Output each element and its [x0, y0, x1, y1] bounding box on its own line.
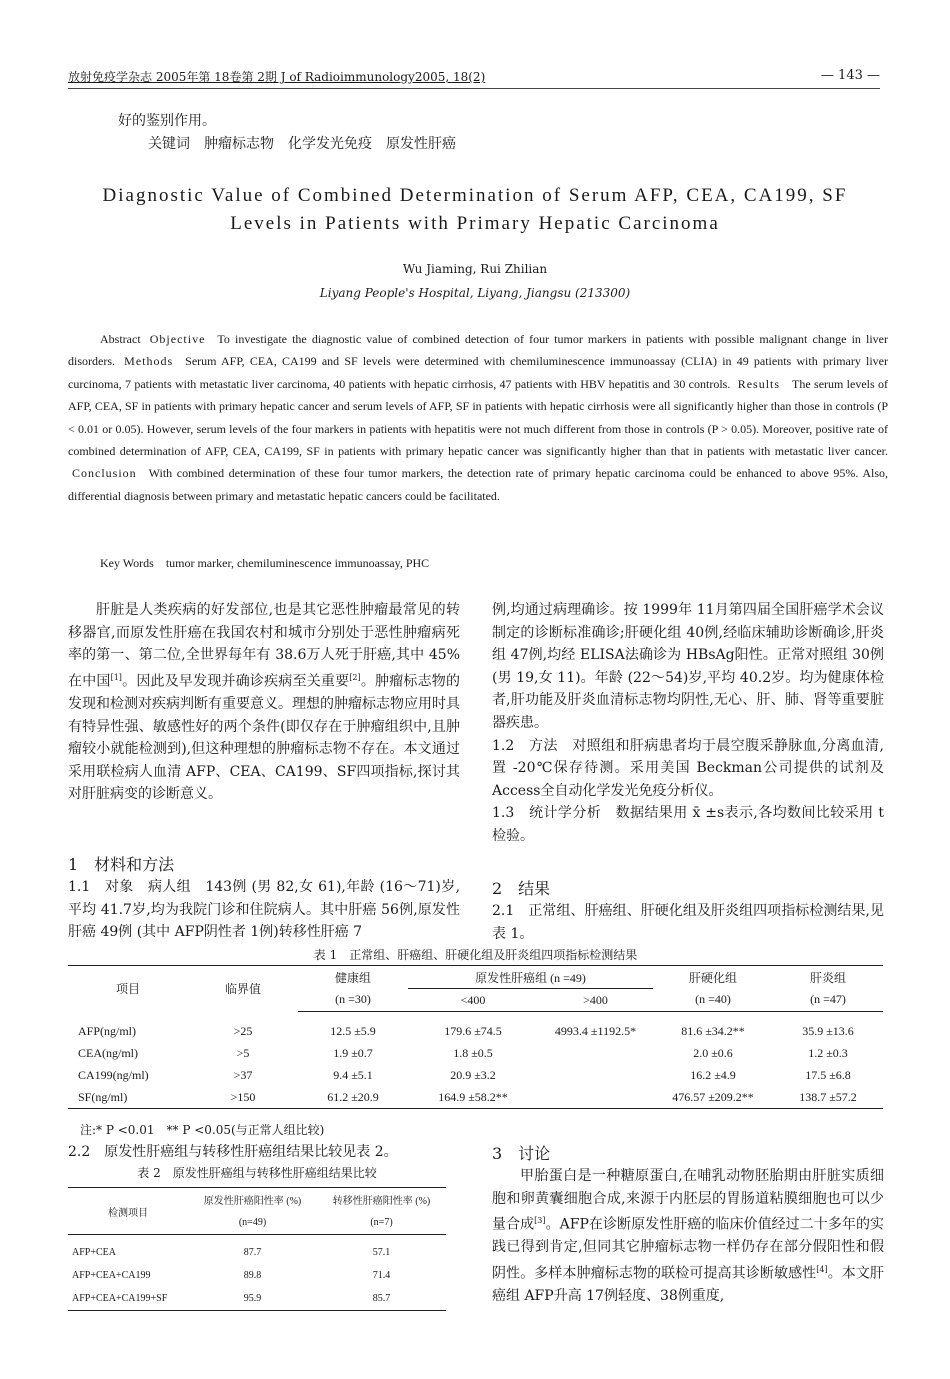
methods-text: Serum AFP, CEA, CA199 and SF levels were determined with chemiluminescence immunoassay (CLIA) in 49 patients with primary liver curcinoma, 7 patients with metastatic liver carcinoma, 40 patients with hepatic cirrhosis, 47 patients with HBV hepatitis and 30 controls.: [68, 354, 889, 391]
t2-header-item: 检测项目: [68, 1188, 188, 1235]
t1-header-cirrhosis: 肝硬化组: [653, 966, 773, 989]
t1-header-cutoff: 临界值: [188, 966, 298, 1012]
results-text: The serum levels of AFP, CEA, SF in patients with primary hepatic cancer and serum levels of AFP, SF in patients with hepatic cirrhosis were all significantly higher than those in controls (P < 0.01 or 0.05). However, serum levels of the four markers in patients with hepatitis were not much different from those in controls (P > 0.05). Moreover, positive rate of combined determination of AFP, CEA, CA199, SF in patients with primary hepatic cancer was significantly higher than that in patients with metastatic liver cancer.: [68, 376, 889, 459]
objective-label: Objective: [149, 332, 206, 346]
t1-header-item: 项目: [68, 966, 188, 1012]
ref-3: [3]: [534, 1216, 546, 1226]
table-2: [68, 1187, 446, 1311]
table-row: AFP+CEA 87.7 57.1: [72, 1247, 391, 1258]
table-row: AFP+CEA+CA199 89.8 71.4: [72, 1270, 391, 1281]
header-rule: [68, 88, 880, 89]
s21-label: 2.1: [492, 903, 515, 919]
english-title: [60, 182, 890, 238]
table-row: SF(ng/ml) >150 61.2 ±20.9 164.9 ±58.2** 476.57 ±209.2** 138.7 ±57.2: [68, 1086, 883, 1109]
t1-header-lt400: <400: [408, 989, 538, 1012]
t2-header-metastatic-n: (n=7): [317, 1211, 446, 1235]
s13-label: 1.3 统计学分析: [492, 805, 602, 822]
ref-1: [1]: [110, 672, 122, 682]
table-row: AFP(ng/ml) >25 12.5 ±5.9 179.6 ±74.5 4993.4 ±1192.5* 81.6 ±34.2** 35.9 ±13.6: [78, 1023, 854, 1038]
s11-continuation: 例,均通过病理确诊。按 1999年 11月第四届全国肝癌学术会议制定的诊断标准确诊;肝硬化组 40例,经临床辅助诊断确诊,肝炎组 47例,均经 ELISA法确诊为 HBsAg阳性。正常对照组 30例 (男 19,女 11)。年龄 (22～54)岁,平均 40.2岁。均为健康体检者,肝功能及肝炎血清标志物均阴性,无心、肝、肺、肾等重要脏器疾患。: [492, 602, 884, 731]
s13-text: 数据结果用 x̄ ±s表示,各均数间比较采用 t检验。: [492, 805, 885, 844]
affiliation: Liyang People's Hospital, Liyang, Jiangsu (213300): [319, 286, 631, 300]
section-3-heading: 3 讨论: [492, 1144, 551, 1163]
objective-text: To investigate the diagnostic value of combined detection of four tumor markers in patients with possible malignant change in liver disorders.: [68, 332, 888, 369]
cn-keywords-label: 关键词: [148, 136, 190, 152]
english-keywords: [100, 556, 429, 571]
t1-header-healthy-n: (n =30): [298, 989, 408, 1012]
intro-paragraph: 肝脏是人类疾病的好发部位,也是其它恶性肿瘤最常见的转移器官,而原发性肝癌在我国农村和城市分别处于恶性肿瘤病死率的第一、第二位,全世界每年有 38.6万人死于肝癌,其中 45%在中国[1]。因此及早发现并确诊疾病至关重要[2]。肿瘤标志物的发现和检测对疾病判断有重要意义。理想的肿瘤标志物应用时具有特异性强、敏感性好的两个条件(即仅存在于肿瘤组织中,且肿瘤较小就能检测到),但这种理想的肿瘤标志物不存在。本文通过采用联检病人血清 AFP、CEA、CA199、SF四项指标,探讨其对肝脏病变的诊断意义。: [68, 602, 461, 803]
table1-caption: 表 1 正常组、肝癌组、肝硬化组及肝炎组四项指标检测结果: [313, 948, 638, 962]
s22-label: 2.2: [68, 1144, 91, 1160]
page-number: — 143 —: [820, 68, 880, 83]
s12-text: 对照组和肝病患者均于晨空腹采静脉血,分离血清,置 -20℃保存待测。采用美国 Beckman公司提供的试剂及 Access全自动化学发光免疫分析仪。: [492, 737, 885, 799]
table2-caption: 表 2 原发性肝癌组与转移性肝癌组结果比较: [137, 1166, 377, 1180]
english-keywords-text: tumor marker, chemiluminescence immunoassay, PHC: [165, 556, 430, 570]
table-row: AFP+CEA+CA199+SF 95.9 85.7: [68, 1287, 446, 1311]
t1-header-primary: 原发性肝癌组 (n =49): [408, 966, 653, 989]
right-column-methods: [492, 599, 884, 848]
t1-header-hepatitis: 肝炎组: [773, 966, 883, 989]
english-keywords-label: Key Words: [100, 556, 154, 570]
english-abstract: [68, 328, 888, 507]
t1-header-cirrhosis-n: (n =40): [653, 989, 773, 1012]
s12-label: 1.2 方法: [492, 737, 558, 754]
english-title-line1: Diagnostic Value of Combined Determination of Serum AFP, CEA, CA199, SF: [102, 185, 848, 206]
cn-abstract-continuation: 好的鉴别作用。: [118, 113, 216, 129]
s11-label: 1.1 对象: [68, 879, 134, 895]
t1-header-healthy: 健康组: [298, 966, 408, 989]
cn-keywords-text: 肿瘤标志物 化学发光免疫 原发性肝癌: [204, 136, 456, 152]
cn-keywords: [148, 133, 456, 156]
table-1: [68, 965, 883, 1109]
methods-label: Methods: [124, 354, 174, 369]
abstract-label: Abstract: [100, 332, 141, 346]
subsection-2-1: [492, 900, 884, 945]
table-row: CEA(ng/ml) >5 1.9 ±0.7 1.8 ±0.5 2.0 ±0.6 1.2 ±0.3: [78, 1045, 848, 1060]
t1-header-gt400: >400: [538, 989, 653, 1012]
t1-header-hepatitis-n: (n =47): [773, 989, 883, 1012]
ref-4: [4]: [816, 1265, 828, 1275]
discussion: [492, 1165, 884, 1308]
s22-text: 原发性肝癌组与转移性肝癌组结果比较见表 2。: [104, 1144, 398, 1160]
authors: Wu Jiaming, Rui Zhilian: [402, 262, 548, 276]
results-label: Results: [737, 376, 781, 391]
table-row: CA199(ng/ml) >37 9.4 ±5.1 20.9 ±3.2 16.2 ±4.9 17.5 ±6.8: [78, 1067, 851, 1082]
subsection-2-2: [68, 1141, 460, 1164]
subsection-1-1: [68, 876, 460, 944]
english-title-line2: Levels in Patients with Primary Hepatic Carcinoma: [230, 213, 720, 234]
t2-header-metastatic: 转移性肝癌阳性率 (%): [317, 1188, 446, 1212]
s11-text: 病人组 143例 (男 82,女 61),年龄 (16～71)岁,平均 41.7岁,均为我院门诊和住院病人。其中肝癌 56例,原发性肝癌 49例 (其中 AFP阴性者 1例)转移性肝癌 7: [68, 879, 461, 941]
conclusion-text: With combined determination of these four tumor markers, the detection rate of primary hepatic carcinoma could be enhanced to above 95%. Also, differential diagnosis between primary and metastatic hepatic cancers could be facilitated.: [68, 466, 888, 503]
running-header: 放射免疫学杂志 2005年第 18卷第 2期 J of Radioimmunology2005, 18(2): [68, 70, 486, 84]
ref-2: [2]: [349, 672, 361, 682]
section-2-heading: 2 结果: [492, 879, 551, 898]
t2-header-primary-n: (n=49): [188, 1211, 317, 1235]
t2-header-primary: 原发性肝癌阳性率 (%): [188, 1188, 317, 1212]
conclusion-label: Conclusion: [72, 466, 137, 481]
table1-note: 注:* P <0.01 ** P <0.05(与正常人组比较): [80, 1123, 325, 1137]
left-column-intro: [68, 599, 460, 806]
section-1-heading: 1 材料和方法: [68, 855, 175, 874]
s21-text: 正常组、肝癌组、肝硬化组及肝炎组四项指标检测结果,见表 1。: [492, 903, 885, 942]
discussion-paragraph: 甲胎蛋白是一种糖原蛋白,在哺乳动物胚胎期由肝脏实质细胞和卵黄囊细胞合成,来源于内胚层的胃肠道粘膜细胞也可以少量合成[3]。AFP在诊断原发性肝癌的临床价值经过二十多年的实践已得到肯定,但同其它肿瘤标志物一样仍存在部分假阳性和假阴性。多样本肿瘤标志物的联检可提高其诊断敏感性[4]。本文肝癌组 AFP升高 17例轻度、38例重度,: [492, 1168, 885, 1305]
